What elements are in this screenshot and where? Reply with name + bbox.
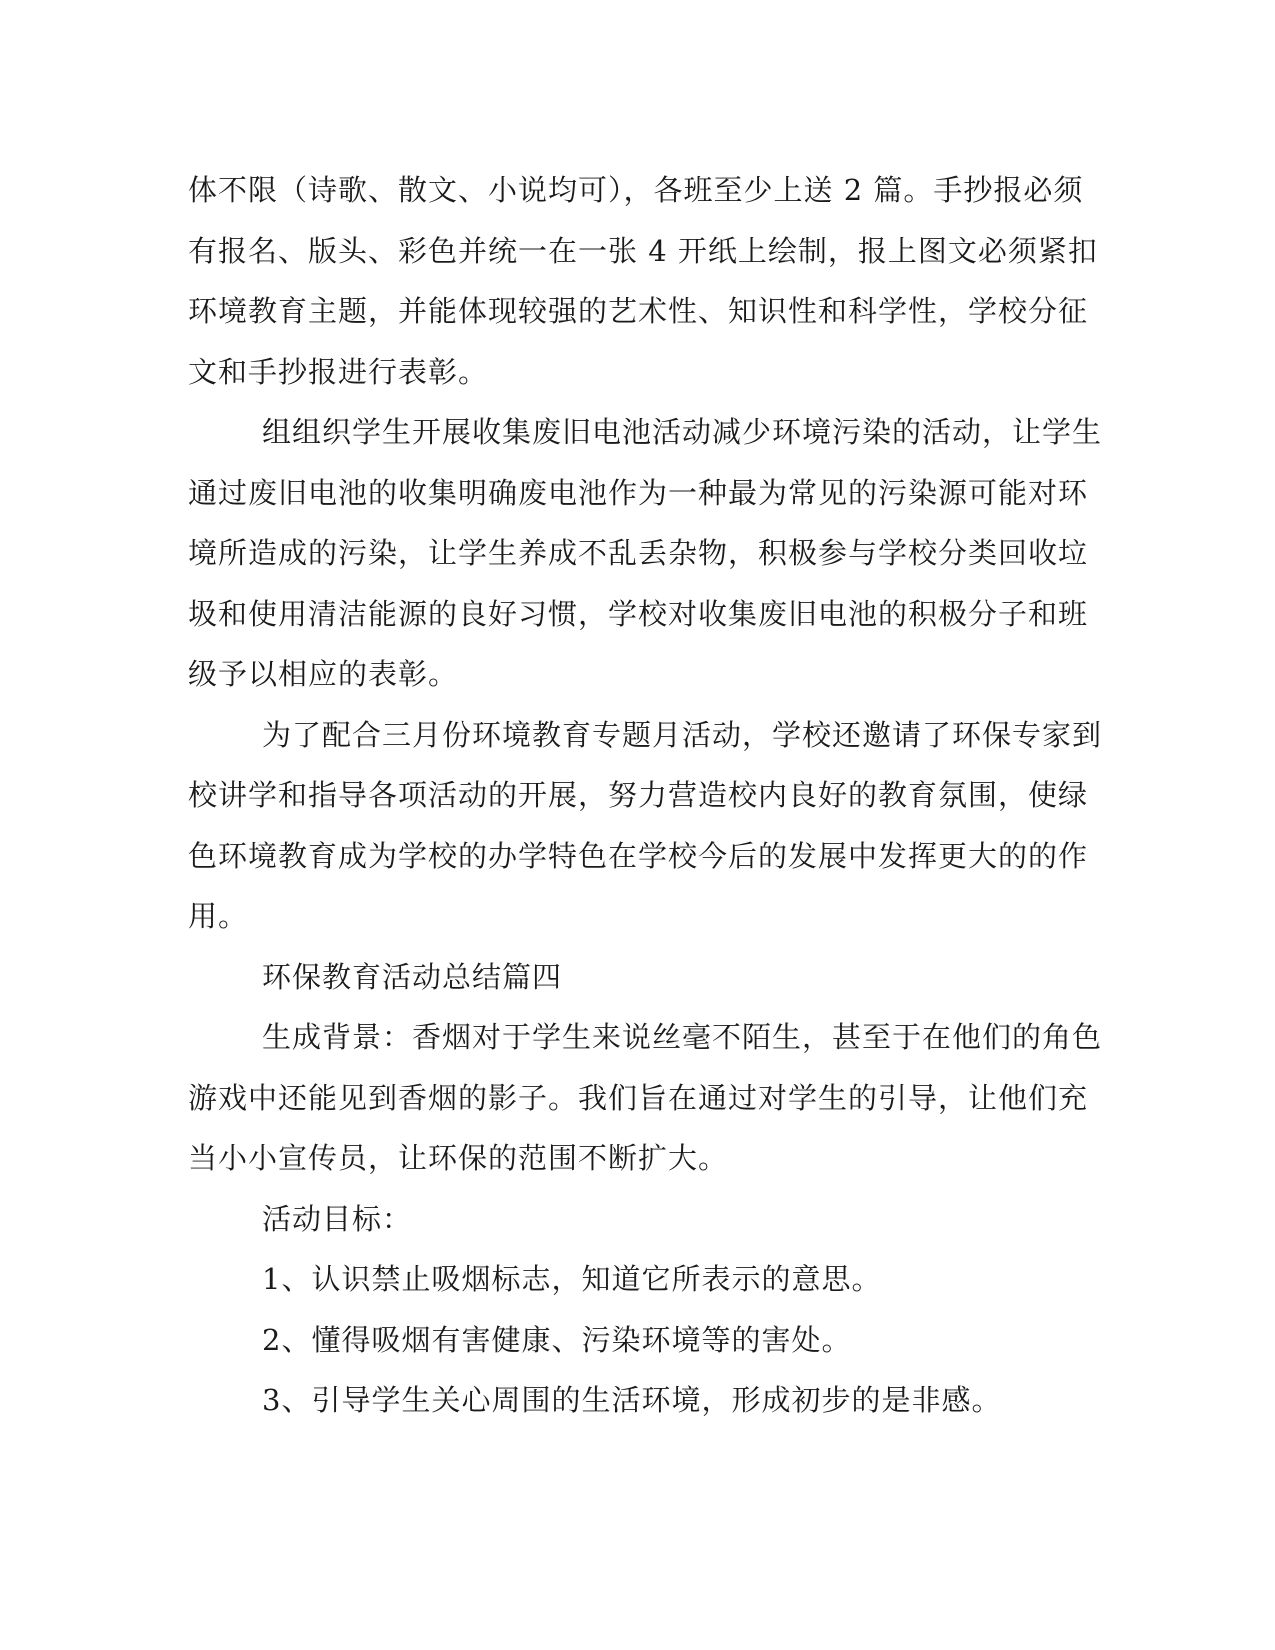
section-heading: 环保教育活动总结篇四 <box>262 959 563 994</box>
text-line: 级予以相应的表彰。 <box>188 657 459 691</box>
text-line: 色环境教育成为学校的办学特色在学校今后的发展中发挥更大的的作 <box>188 838 1089 873</box>
goals-heading: 活动目标： <box>262 1201 413 1236</box>
text-line: 圾和使用清洁能源的良好习惯，学校对收集废旧电池的积极分子和班 <box>188 596 1089 631</box>
goal-item: 1、认识禁止吸烟标志，知道它所表示的意思。 <box>262 1262 882 1296</box>
text-line: 当小小宣传员，让环保的范围不断扩大。 <box>188 1141 729 1175</box>
text-line: 用。 <box>188 899 249 933</box>
goal-item: 3、引导学生关心周围的生活环境，形成初步的是非感。 <box>262 1383 1002 1417</box>
text-line: 校讲学和指导各项活动的开展，努力营造校内良好的教育氛围，使绿 <box>188 778 1089 812</box>
text-line: 游戏中还能见到香烟的影子。我们旨在通过对学生的引导，让他们充 <box>188 1080 1089 1115</box>
text-line: 境所造成的污染，让学生养成不乱丢杂物，积极参与学校分类回收垃 <box>188 536 1089 570</box>
text-line: 体不限（诗歌、散文、小说均可），各班至少上送 2 篇。手抄报必须 <box>188 173 1084 207</box>
paragraph-start-line: 为了配合三月份环境教育专题月活动，学校还邀请了环保专家到 <box>262 717 1103 752</box>
document-body <box>188 160 1103 1431</box>
text-line: 文和手抄报进行表彰。 <box>188 354 489 389</box>
goal-item: 2、懂得吸烟有害健康、污染环境等的害处。 <box>262 1322 852 1357</box>
paragraph-start-line: 组组织学生开展收集废旧电池活动减少环境污染的活动，让学生 <box>262 415 1103 449</box>
text-line: 有报名、版头、彩色并统一在一张 4 开纸上绘制，报上图文必须紧扣 <box>188 233 1098 268</box>
text-line: 通过废旧电池的收集明确废电池作为一种最为常见的污染源可能对环 <box>188 475 1089 510</box>
paragraph-start-line: 生成背景：香烟对于学生来说丝毫不陌生，甚至于在他们的角色 <box>262 1020 1103 1054</box>
text-line: 环境教育主题，并能体现较强的艺术性、知识性和科学性，学校分征 <box>188 294 1089 328</box>
